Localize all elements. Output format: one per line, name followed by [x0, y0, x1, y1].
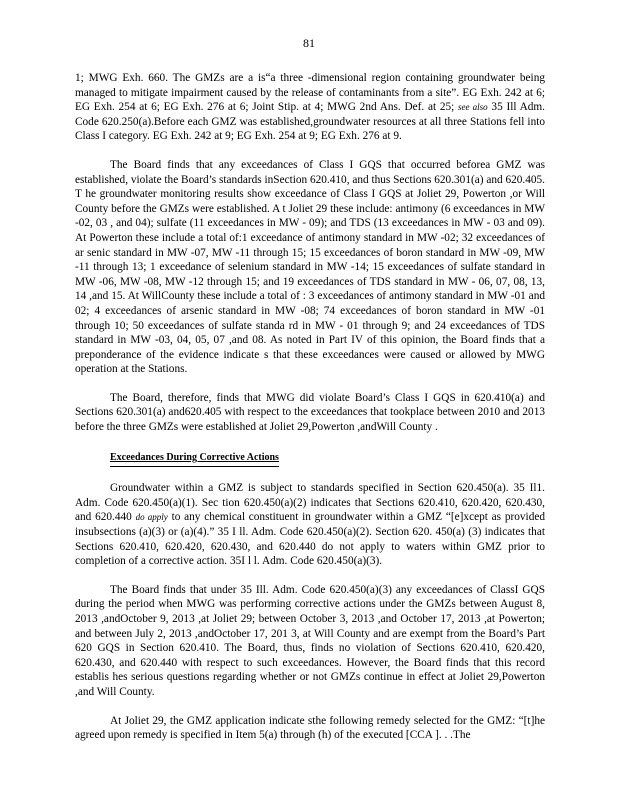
paragraph-text: 1; MWG Exh. 660. The GMZs are a is“a three -dimensional region containing groundwater being managed to mitigate impairment caused by the release of contaminants from a site”. EG Exh. 242 at 6; EG Exh. 254 at 6; EG Exh. 276 at 6; Joint Stip. at 4; MWG 2nd Ans. Def. at 25; [75, 72, 545, 114]
paragraph [75, 583, 545, 700]
section-heading: Exceedances During Corrective Actions [110, 451, 279, 468]
paragraph-text: to any chemical constituent in groundwater within a GMZ “[e]xcept as provided insubsections (a)(3) or (a)(4).” 35 I ll. Adm. Code 620.450(a)(2). Section 620. 450(a) (3) indicates that Sections 620.410, 620.420, 620.430, and 620.440 do not apply to waters within GMZ prior to completion of a corrective action. 35I l l. Adm. Code 620.450(a)(3). [75, 511, 546, 568]
paragraph-text: The Board, therefore, finds that MWG did violate Board’s Class I GQS in 620.410(a) and Sections 620.301(a) and620.405 with respect to the exceedances that tookplace between 2010 and 2013 before the three GMZs were established at Joliet 29,Powerton ,andWill County . [75, 391, 545, 434]
paragraph-text: At Joliet 29, the GMZ application indicate sthe following remedy selected for the GMZ: “[t]he agreed upon remedy is specified in Item 5(a) through (h) of the executed [CCA ]. . .The [75, 714, 545, 742]
paragraph [75, 714, 545, 743]
paragraph [75, 391, 545, 435]
page-number: 81 [303, 36, 315, 50]
paragraph-text: 35 Ill Adm. Code 620.250(a).Before each GMZ was established,groundwater resources at all three Stations fell into Class I category. EG Exh. 242 at 9; EG Exh. 254 at 9; EG Exh. 276 at 9. [75, 101, 546, 143]
italic-signal-phrase: do apply [135, 512, 168, 523]
paragraph-text: The Board finds that under 35 Ill. Adm. Code 620.450(a)(3) any exceedances of ClassI GQS during the period when MWG was performing corrective actions under the GMZs between August 8, 2013 ,andOctober 9, 2013 ,at Joliet 29; between October 3, 2013 ,and October 17, 2013 ,at Powerton; and between July 2, 2013 ,andOctober 17, 201 3, at Will County and are exempt from the Board’s Part 620 GQS in Section 620.410. The Board, thus, finds no violation of Sections 620.410, 620.420, 620.430, and 620.440 with respect to such exceedances. However, the Board finds that this record establis hes serious questions regarding whether or not GMZs continue in effect at Joliet 29,Powerton ,and Will County. [75, 583, 545, 698]
paragraph-text: The Board finds that any exceedances of Class I GQS that occurred beforea GMZ was established, violate the Board’s standards inSection 620.410, and thus Sections 620.301(a) and 620.405. T he groundwater monitoring results show exceedance of Class I GQS at Joliet 29, Powerton ,or Will County before the GMZs were established. A t Joliet 29 these include: antimony (6 exceedances in MW -02, 03 , and 04); sulfate (11 exceedances in MW - 09); and TDS (13 exceedances in MW - 03 and 09). At Powerton these include a total of:1 exceedance of antimony standard in MW -02; 32 exceedances of ar senic standard in MW -07, MW -11 through 15; 15 exceedances of boron standard in MW -09, MW -11 through 13; 1 exceedance of selenium standard in MW -14; 15 exceedances of sulfate standard in MW -06, MW -08, MW -12 through 15; and 19 exceedances of TDS standard in MW - 06, 07, 08, 13, 14 ,and 15. At WillCounty these include a total of : 3 exceedances of antimony standard in MW -01 and 02; 4 exceedances of arsenic standard in MW -08; 74 exceedances of boron standard in MW -01 through 10; 50 exceedances of sulfate standa rd in MW - 01 through 9; and 24 exceedances of TDS standard in MW -03, 04, 05, 07 ,and 08. As noted in Part IV of this opinion, the Board finds that a preponderance of the evidence indicate s that these exceedances were caused or allowed by MWG operation at the Stations. [75, 158, 546, 376]
paragraph-text: Groundwater within a GMZ is subject to standards specified in Section 620.450(a). 35 Il1. Adm. Code 620.450(a)(1). Sec tion 620.450(a)(2) indicates that Sections 620.410, 620.420, 620.430, and 620.440 [75, 482, 545, 524]
paragraph [75, 71, 545, 144]
paragraph [75, 481, 545, 569]
italic-signal-phrase: see also [458, 102, 488, 113]
paragraph [75, 158, 545, 377]
document-body [75, 71, 545, 757]
